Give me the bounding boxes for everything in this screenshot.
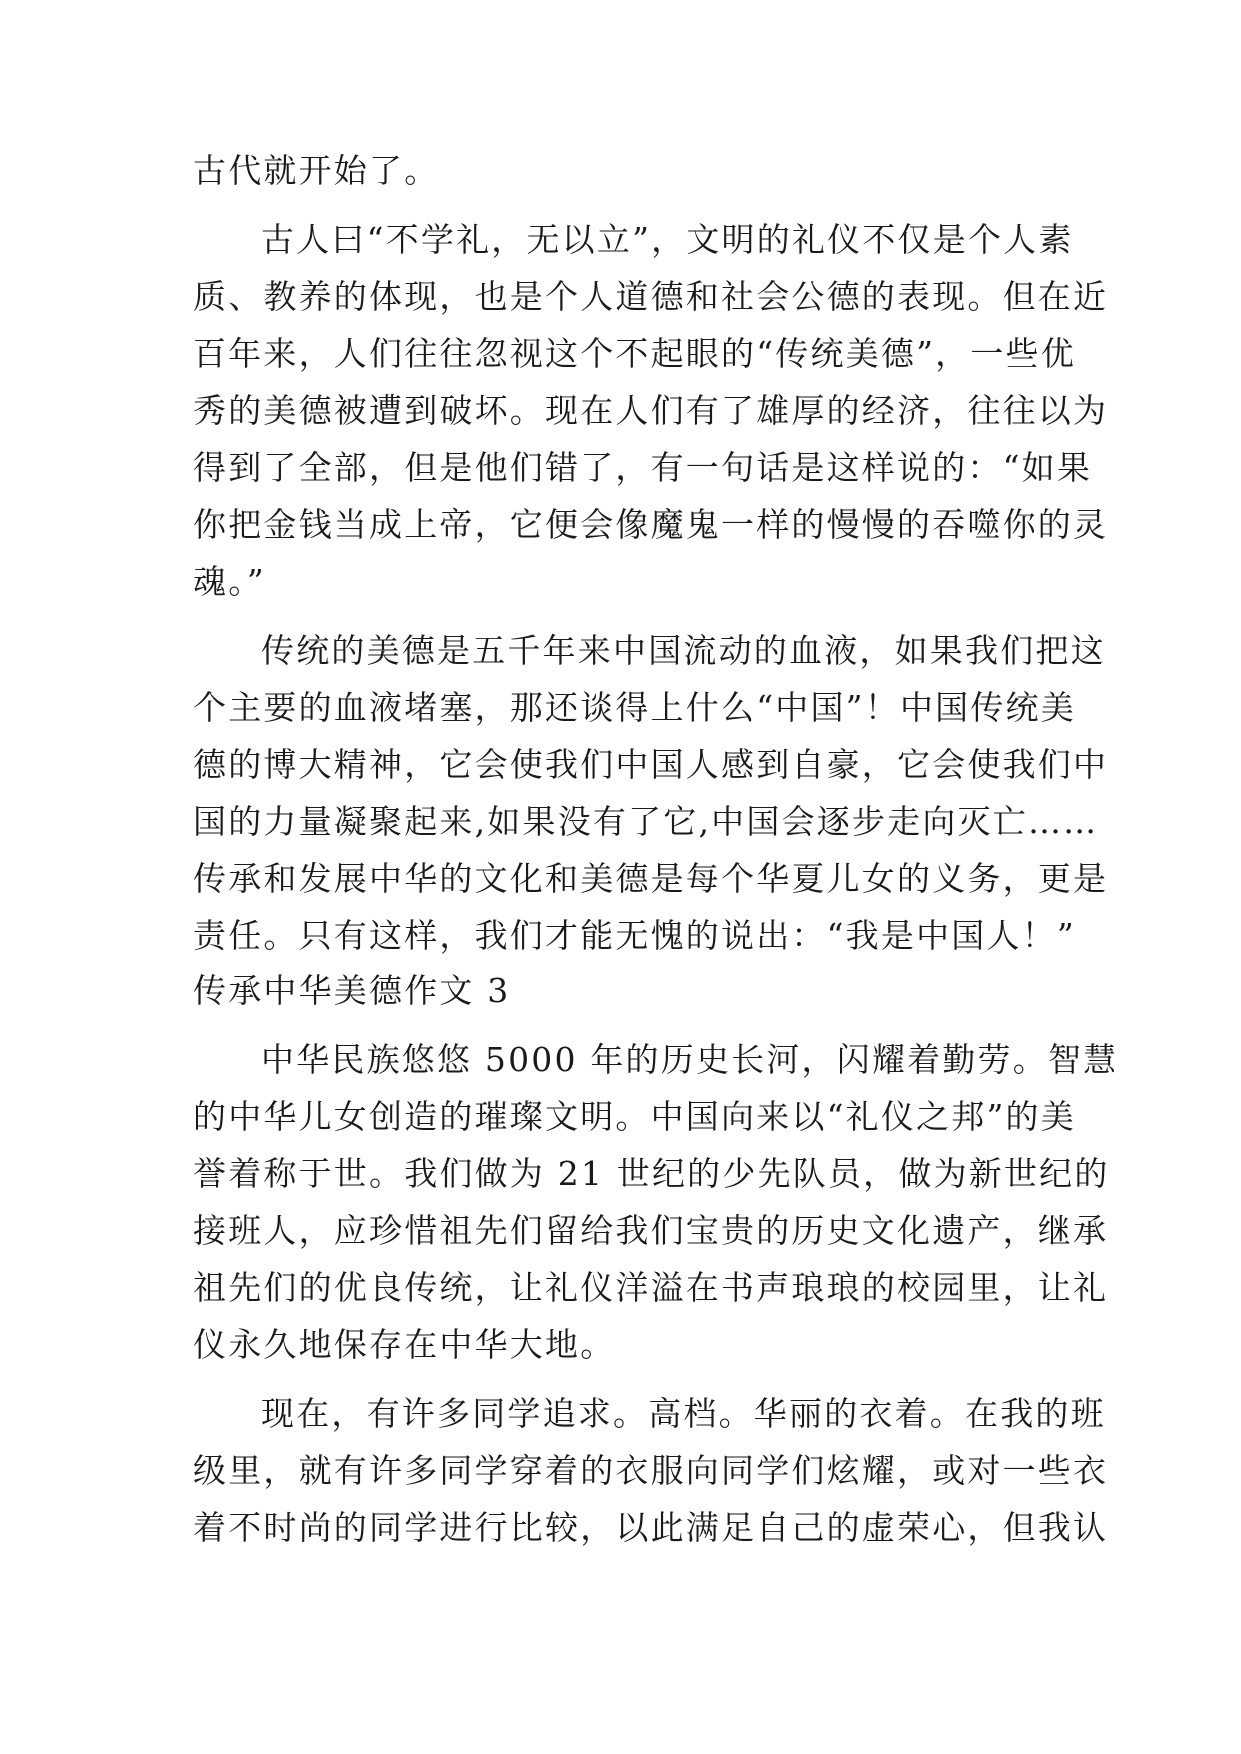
text-line: 传承和发展中华的文化和美德是每个华夏儿女的义务，更是 [193, 859, 1109, 898]
text-line: 级里，就有许多同学穿着的衣服向同学们炫耀，或对一些衣 [193, 1451, 1109, 1490]
text-line: 中华民族悠悠 5000 年的历史长河，闪耀着勤劳。智慧 [261, 1040, 1119, 1079]
text-line: 誉着称于世。我们做为 21 世纪的少先队员，做为新世纪的 [193, 1154, 1110, 1193]
text-line: 质、教养的体现，也是个人道德和社会公德的表现。但在近 [193, 277, 1109, 316]
text-line: 的中华儿女创造的璀璨文明。中国向来以“礼仪之邦”的美 [193, 1097, 1076, 1136]
text-line: 现在，有许多同学追求。高档。华丽的衣着。在我的班 [261, 1394, 1106, 1433]
text-line: 着不时尚的同学进行比较，以此满足自己的虚荣心，但我认 [193, 1508, 1109, 1547]
text-line: 秀的美德被遭到破坏。现在人们有了雄厚的经济，往往以为 [193, 391, 1109, 430]
text-line: 国的力量凝聚起来,如果没有了它,中国会逐步走向灭亡…… [193, 802, 1099, 841]
paragraph [193, 1039, 1119, 1366]
text-line: 你把金钱当成上帝，它便会像魔鬼一样的慢慢的吞噬你的灵 [193, 505, 1109, 544]
text-line: 古人曰“不学礼，无以立”，文明的礼仪不仅是个人素 [261, 220, 1074, 259]
text-line: 古代就开始了。 [193, 151, 440, 190]
text-line: 接班人，应珍惜祖先们留给我们宝贵的历史文化遗产，继承 [193, 1211, 1109, 1250]
text-line: 传统的美德是五千年来中国流动的血液，如果我们把这 [261, 631, 1106, 670]
text-line: 魂。” [193, 562, 266, 601]
paragraph [193, 219, 1109, 603]
text-line: 责任。只有这样，我们才能无愧的说出：“我是中国人！” [193, 916, 1076, 955]
paragraph [193, 630, 1109, 957]
document-body [193, 150, 1119, 1549]
text-line: 得到了全部，但是他们错了，有一句话是这样说的：“如果 [193, 448, 1093, 487]
text-line: 个主要的血液堵塞，那还谈得上什么“中国”！中国传统美 [193, 688, 1076, 727]
text-line: 祖先们的优良传统，让礼仪洋溢在书声琅琅的校园里，让礼 [193, 1268, 1109, 1307]
text-line: 百年来，人们往往忽视这个不起眼的“传统美德”，一些优 [193, 334, 1076, 373]
text-line: 仪永久地保存在中华大地。 [193, 1325, 616, 1364]
paragraph [193, 1393, 1109, 1549]
text-line: 德的博大精神，它会使我们中国人感到自豪，它会使我们中 [193, 745, 1109, 784]
paragraph [193, 150, 1053, 192]
heading-text: 传承中华美德作文 3 [193, 971, 511, 1010]
section-heading [193, 970, 1053, 1012]
